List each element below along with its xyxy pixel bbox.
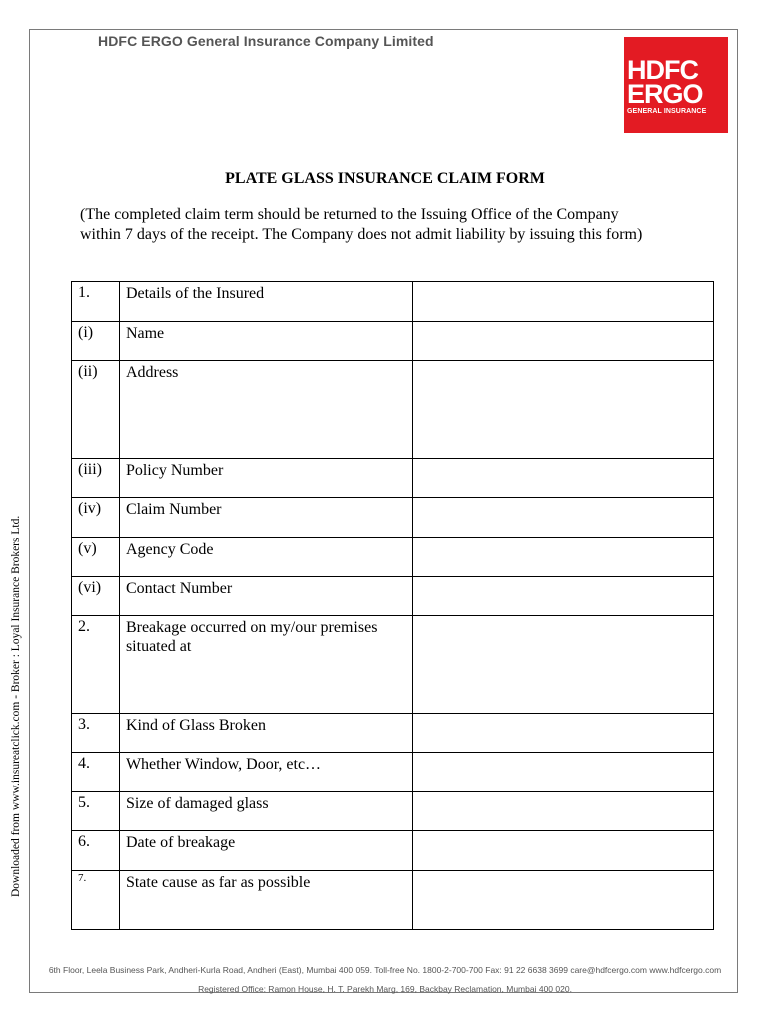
row-label: Details of the Insured <box>119 282 412 322</box>
row-label: Breakage occurred on my/our premises situated at <box>119 616 412 714</box>
row-value-field[interactable] <box>412 871 713 930</box>
row-value-field[interactable] <box>412 792 713 831</box>
table-row <box>72 282 714 322</box>
row-value-field[interactable] <box>412 714 713 753</box>
logo-line-3: GENERAL INSURANCE <box>627 108 707 115</box>
form-title: PLATE GLASS INSURANCE CLAIM FORM <box>225 170 545 187</box>
table-row <box>72 871 714 930</box>
row-number: (v) <box>72 538 120 577</box>
row-number: (iv) <box>72 498 120 538</box>
row-label: Size of damaged glass <box>119 792 412 831</box>
form-intro-text: (The completed claim term should be returned to the Issuing Office of the Company within 7 days of the receipt. The Company does not admit liability by issuing this form) <box>80 206 643 243</box>
logo-line-2: ERGO <box>627 79 703 109</box>
row-value-field[interactable] <box>412 498 713 538</box>
row-value-field[interactable] <box>412 282 713 322</box>
table-row <box>72 714 714 753</box>
row-label: Claim Number <box>119 498 412 538</box>
table-row <box>72 322 714 361</box>
row-value-field[interactable] <box>412 459 713 498</box>
logo-line-1: HDFC <box>627 55 698 85</box>
table-row <box>72 577 714 616</box>
row-number: 7. <box>72 871 120 930</box>
table-row <box>72 361 714 459</box>
row-number: 3. <box>72 714 120 753</box>
row-label: Contact Number <box>119 577 412 616</box>
row-value-field[interactable] <box>412 538 713 577</box>
claim-table <box>71 281 714 930</box>
table-row <box>72 538 714 577</box>
row-label: Date of breakage <box>119 831 412 871</box>
hdfc-ergo-logo <box>624 37 728 133</box>
table-row <box>72 459 714 498</box>
company-name: HDFC ERGO General Insurance Company Limited <box>98 33 434 49</box>
row-number: (iii) <box>72 459 120 498</box>
footer-address: 6th Floor, Leela Business Park, Andheri-Kurla Road, Andheri (East), Mumbai 400 059. Toll-free No. 1800-2-700-700 Fax: 91 22 6638 3699 care@hdfcergo.com www.hdfcergo.com <box>48 965 722 975</box>
table-row <box>72 831 714 871</box>
row-label: Policy Number <box>119 459 412 498</box>
row-number: (i) <box>72 322 120 361</box>
row-number: 2. <box>72 616 120 714</box>
row-value-field[interactable] <box>412 753 713 792</box>
row-label: Name <box>119 322 412 361</box>
row-number: (vi) <box>72 577 120 616</box>
row-number: 1. <box>72 282 120 322</box>
table-row <box>72 498 714 538</box>
row-label: State cause as far as possible <box>119 871 412 930</box>
download-source-text: Downloaded from www.insureatclick.com - Broker : Loyal Insurance Brokers Ltd. <box>10 515 22 897</box>
row-value-field[interactable] <box>412 577 713 616</box>
row-number: (ii) <box>72 361 120 459</box>
row-value-field[interactable] <box>412 361 713 459</box>
footer-registered-office: Registered Office: Ramon House, H. T. Parekh Marg, 169, Backbay Reclamation, Mumbai 400 020. <box>198 984 572 994</box>
table-row <box>72 616 714 714</box>
row-label: Agency Code <box>119 538 412 577</box>
row-label: Address <box>119 361 412 459</box>
row-number: 6. <box>72 831 120 871</box>
row-label: Kind of Glass Broken <box>119 714 412 753</box>
table-row <box>72 792 714 831</box>
row-value-field[interactable] <box>412 831 713 871</box>
table-row <box>72 753 714 792</box>
row-value-field[interactable] <box>412 322 713 361</box>
row-value-field[interactable] <box>412 616 713 714</box>
row-label: Whether Window, Door, etc… <box>119 753 412 792</box>
row-number: 4. <box>72 753 120 792</box>
row-number: 5. <box>72 792 120 831</box>
